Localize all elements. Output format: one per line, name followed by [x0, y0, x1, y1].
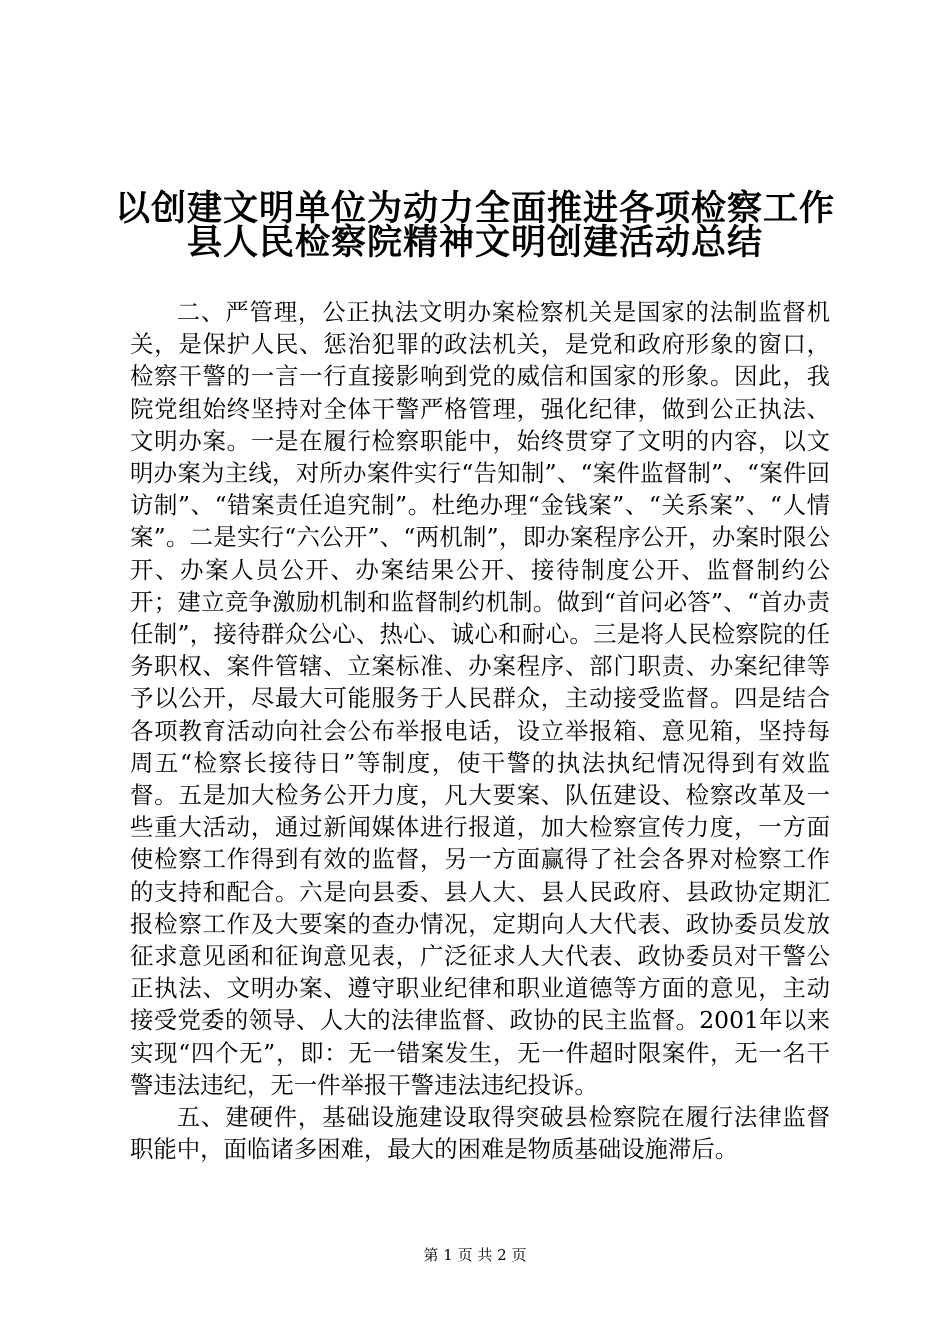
document-body: [130, 296, 830, 1165]
paragraph-build-hardware: 五、建硬件，基础设施建设取得突破县检察院在履行法律监督职能中，面临诸多困难，最大的困难是物质基础设施滞后。: [130, 1103, 830, 1164]
document-title: 以创建文明单位为动力全面推进各项检察工作: [114, 189, 835, 229]
page-number-footer: 第 1 页 共 2 页: [423, 1246, 527, 1264]
paragraph-strict-management: 二、严管理，公正执法文明办案检察机关是国家的法制监督机关，是保护人民、惩治犯罪的政法机关，是党和政府形象的窗口，检察干警的一言一行直接影响到党的威信和国家的形象。因此，我院党组始终坚持对全体干警严格管理，强化纪律，做到公正执法、文明办案。一是在履行检察职能中，始终贯穿了文明的内容，以文明办案为主线，对所办案件实行“告知制”、“案件监督制”、“案件回访制”、“错案责任追究制”。杜绝办理“金钱案”、“关系案”、“人情案”。二是实行“六公开”、“两机制”，即办案程序公开，办案时限公开、办案人员公开、办案结果公开、接待制度公开、监督制约公开；建立竞争激励机制和监督制约机制。做到“首问必答”、“首办责任制”，接待群众公心、热心、诚心和耐心。三是将人民检察院的任务职权、案件管辖、立案标准、办案程序、部门职责、办案纪律等予以公开，尽最大可能服务于人民群众，主动接受监督。四是结合各项教育活动向社会公布举报电话，设立举报箱、意见箱，坚持每周五“检察长接待日”等制度，使干警的执法执纪情况得到有效监督。五是加大检务公开力度，凡大要案、队伍建设、检察改革及一些重大活动，通过新闻媒体进行报道，加大检察宣传力度，一方面使检察工作得到有效的监督，另一方面赢得了社会各界对检察工作的支持和配合。六是向县委、县人大、县人民政府、县政协定期汇报检察工作及大要案的查办情况，定期向人大代表、政协委员发放征求意见函和征询意见表，广泛征求人大代表、政协委员对干警公正执法、文明办案、遵守职业纪律和职业道德等方面的意见，主动接受党委的领导、人大的法律监督、政协的民主监督。2001年以来实现“四个无”，即：无一错案发生，无一件超时限案件，无一名干警违法违纪，无一件举报干警违法违纪投诉。: [130, 298, 830, 1099]
document-subtitle: 县人民检察院精神文明创建活动总结: [186, 223, 763, 263]
